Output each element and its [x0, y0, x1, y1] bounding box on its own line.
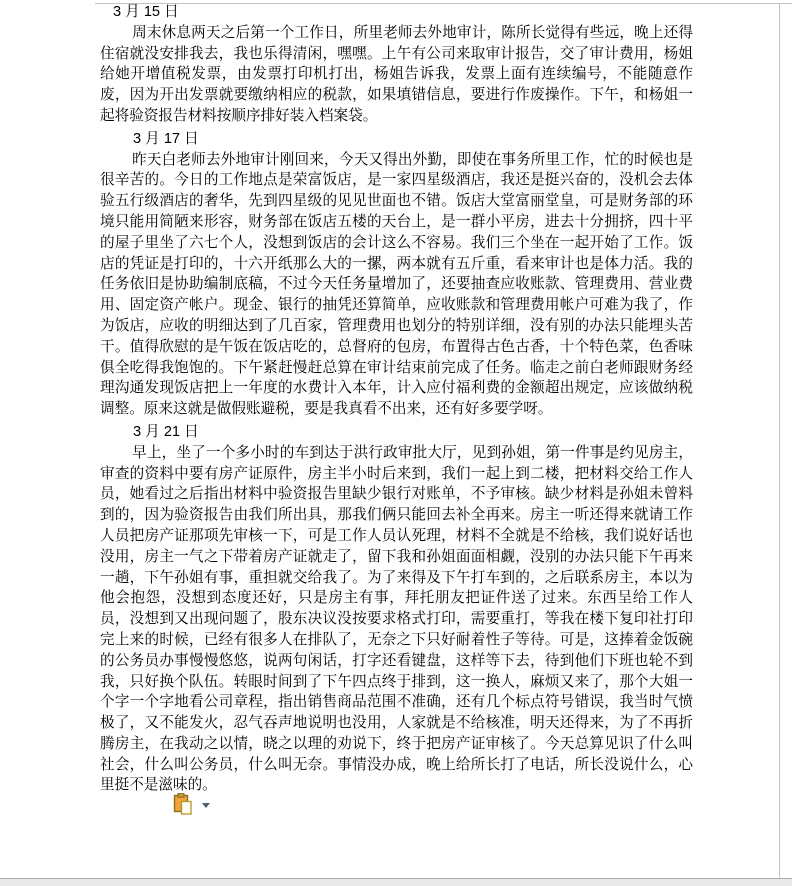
- bottom-gray-strip: [0, 878, 792, 886]
- diary-entry-mar-21: [100, 422, 693, 796]
- dropdown-arrow-icon: [202, 803, 210, 808]
- diary-entry-mar-15: [100, 2, 693, 127]
- page-right-edge: [779, 3, 780, 879]
- entry-date: 3 月 21 日: [133, 423, 199, 440]
- entry-paragraph: 早上，坐了一个多小时的车到达于洪行政审批大厅，见到孙姐，第一件事是约见房主，审查的资料中要有房产证原件，房主半小时后来到，我们一起上到二楼，把材料交给工作人员，她看过之后指出材料中验资报告里缺少银行对账单，不予审核。缺少材料是孙姐未曾料到的，因为验资报告由我们所出具，那我们俩只能回去补全再来。房主一听还得来就请工作人员把房产证那项先审核一下，可是工作人员认死理，材料不全就是不给核，我们说好话也没用，房主一气之下带着房产证就走了，留下我和孙姐面面相觑，没别的办法只能下午再来一趟，下午孙姐有事，重担就交给我了。为了来得及下午打车到的，之后联系房主，本以为他会抱怨，没想到态度还好，只是房主有事，拜托朋友把证件送了过来。东西呈给工作人员，没想到又出现问题了，股东决议没按要求格式打印，需要重打，等我在楼下复印社打印完上来的时候，已经有很多人在排队了，无奈之下只好耐着性子等待。可是，这捧着金饭碗的公务员办事慢慢悠悠，说两句闲话，打字还看键盘，这样等下去，待到他们下班也轮不到我，只好换个队伍。转眼时间到了下午四点终于排到，这一换人，麻烦又来了，那个大姐一个字一个字地看公司章程，指出销售商品范围不准确，还有几个标点符号错误，我当时气愤极了，又不能发火，忍气吞声地说明也没用，人家就是不给核准，明天还得来，为了不再折腾房主，在我动之以情，晓之以理的劝说下，终于把房产证审核了。今天总算见识了什么叫社会，什么叫公务员，什么叫无奈。事情没办成，晚上给所长打了电话，所长没说什么，心里挺不是滋味的。: [100, 444, 693, 794]
- paste-options-button[interactable]: [173, 793, 210, 816]
- diary-entry-mar-17: [100, 129, 693, 420]
- clipboard-paste-icon: [173, 793, 195, 816]
- document-content: [100, 2, 693, 796]
- entry-date: 3 月 17 日: [133, 130, 199, 147]
- entry-paragraph: 昨天白老师去外地审计刚回来，今天又得出外勤，即使在事务所里工作，忙的时候也是很辛苦的。今日的工作地点是荣富饭店，是一家四星级酒店，我还是挺兴奋的，没机会去体验五行级酒店的奢华，先到四星级的见见世面也不错。饭店大堂富丽堂皇，可是财务部的环境只能用简陋来形容，财务部在饭店五楼的天台上，是一群小平房，进去十分拥挤，四十平的屋子里坐了六七个人，没想到饭店的会计这么不容易。我们三个坐在一起开始了工作。饭店的凭证是打印的，十六开纸那么大的一摞，两本就有五斤重，看来审计也是体力活。我的任务依旧是协助编制底稿，不过今天任务量增加了，还要抽查应收账款、管理费用、营业费用、固定资产帐户。现金、银行的抽凭还算简单，应收账款和管理费用帐户可难为我了，作为饭店，应收的明细达到了几百家，管理费用也划分的特别详细，没有别的办法只能埋头苦干。值得欣慰的是午饭在饭店吃的，总督府的包房，布置得古色古香，十个特色菜，色香味俱全吃得我饱饱的。下午紧赶慢赶总算在审计结束前完成了任务。临走之前白老师跟财务经理沟通发现饭店把上一年度的水费计入本年，计入应付福利费的金额超出规定，应该做纳税调整。原来这就是做假账避税，要是我真看不出来，还有好多要学呀。: [100, 151, 693, 418]
- entry-date: 3 月 15 日: [113, 4, 179, 20]
- entry-paragraph: 周末休息两天之后第一个工作日，所里老师去外地审计，陈所长觉得有些远，晚上还得住宿就没安排我去，我也乐得清闲，嘿嘿。上午有公司来取审计报告，交了审计费用，杨姐给她开增值税发票，由发票打印机打出，杨姐告诉我，发票上面有连续编号，不能随意作废，因为开出发票就要缴纳相应的税款，如果填错信息，要进行作废操作。下午，和杨姐一起将验资报告材料按顺序排好装入档案袋。: [100, 24, 693, 124]
